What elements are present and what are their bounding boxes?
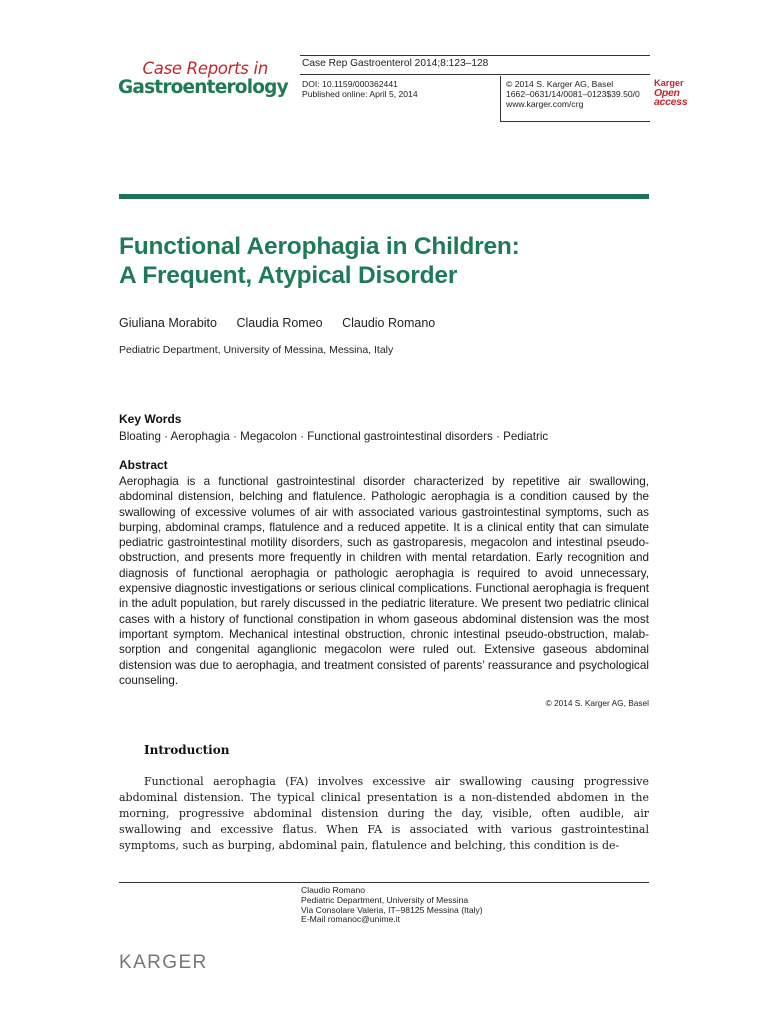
badge-open-access: Open access xyxy=(654,86,688,108)
introduction-body: Functional aerophagia (FA) involves excessive air swallowing causing progressive abdominal distension. The typical clinical presentation is a non-distended abdomen in the morning, progressive abdominal distension during the day, visible, often audible, air swallowing and excessive flatus. When FA is associated with various gastrointestinal symptoms, such as burping, abdominal pain, flatulence and belching, this condition is de- xyxy=(119,775,649,852)
abstract-heading: Abstract xyxy=(119,458,168,472)
publisher-logo: KARGER xyxy=(119,952,208,973)
footer-rule xyxy=(119,882,649,883)
open-access-badge xyxy=(654,79,714,108)
citation-doi-block xyxy=(302,79,418,99)
correspondence-address xyxy=(301,886,483,925)
journal-name-line1: Case Reports in xyxy=(142,59,268,78)
title-line1: Functional Aerophagia in Children: xyxy=(119,233,520,260)
affiliation: Pediatric Department, University of Messina, Messina, Italy xyxy=(119,344,394,356)
citation-reference: Case Rep Gastroenterol 2014;8:123–128 xyxy=(302,58,489,69)
abstract-body: Aerophagia is a functional gastrointestinal disorder characterized by repetitive air swallowing, abdominal distension, belching and flatulence. Pathologic aerophagia is a condition caused by the swallowing of excessive volumes of air with associated various gastrointestinal symptoms, such as burping, abdominal cramps, flatulence and a reduced appetite. It is a clinical entity that can simulate pediatric gastrointestinal motility disorders, such as gastroparesis, megacolon and intestinal pseudo-obstruction, and presents more frequently in children with mental retardation. Early recognition and diagnosis of functional aerophagia or pathologic aerophagia is required to avoid unnecessary, expensive diagnostic investigations or serious clinical complications. Functional aerophagia is frequent in the adult population, but rarely discussed in the pediatric literature. We present two pediatric clinical cases with a history of functional constipation in whom gaseous abdominal distension was the most important symptom. Mechanical intestinal obstruction, chronic intestinal pseudo-obstruction, malabsorption and congenital aganglionic megacolon were ruled out. Extensive gaseous abdominal distension was due to aerophagia, and treatment consisted of parents’ reassurance and psychological counseling. xyxy=(119,475,649,687)
author-list xyxy=(119,316,451,330)
abstract-copyright: © 2014 S. Karger AG, Basel xyxy=(545,698,649,708)
correspondence-name: Claudio Romano xyxy=(301,885,366,895)
published-date: Published online: April 5, 2014 xyxy=(302,89,418,100)
citation-mid-rule xyxy=(300,74,650,75)
author-name: Claudia Romeo xyxy=(236,316,323,330)
article-title xyxy=(119,232,679,290)
citation-divider xyxy=(500,76,501,121)
citation-license-block xyxy=(506,79,640,110)
journal-logo xyxy=(118,59,288,98)
header-divider-bar xyxy=(119,194,649,199)
correspondence-street: Via Consolare Valeria, IT–98125 Messina (Italy) xyxy=(301,904,483,915)
correspondence-dept: Pediatric Department, University of Messina xyxy=(301,894,469,905)
badge-brand: Karger xyxy=(654,78,684,88)
journal-url[interactable]: www.karger.com/crg xyxy=(506,99,584,110)
citation-top-rule xyxy=(300,55,650,56)
author-name: Giuliana Morabito xyxy=(119,316,217,330)
correspondence-email[interactable]: E-Mail romanoc@unime.it xyxy=(301,914,400,925)
doi-text: DOI: 10.1159/000362441 xyxy=(302,79,398,89)
citation-bottom-rule xyxy=(500,121,650,122)
introduction-heading: Introduction xyxy=(144,743,230,757)
journal-name-line2: Gastroenterology xyxy=(118,77,288,98)
author-name: Claudio Romano xyxy=(342,316,436,330)
copyright-text: © 2014 S. Karger AG, Basel xyxy=(506,79,614,89)
issn-text: 1662–0631/14/0081–0123$39.50/0 xyxy=(506,89,640,100)
keywords-heading: Key Words xyxy=(119,412,182,426)
title-line2: A Frequent, Atypical Disorder xyxy=(119,262,458,289)
keywords-list: Bloating · Aerophagia · Megacolon · Functional gastrointestinal disorders · Pediatric xyxy=(119,430,549,443)
